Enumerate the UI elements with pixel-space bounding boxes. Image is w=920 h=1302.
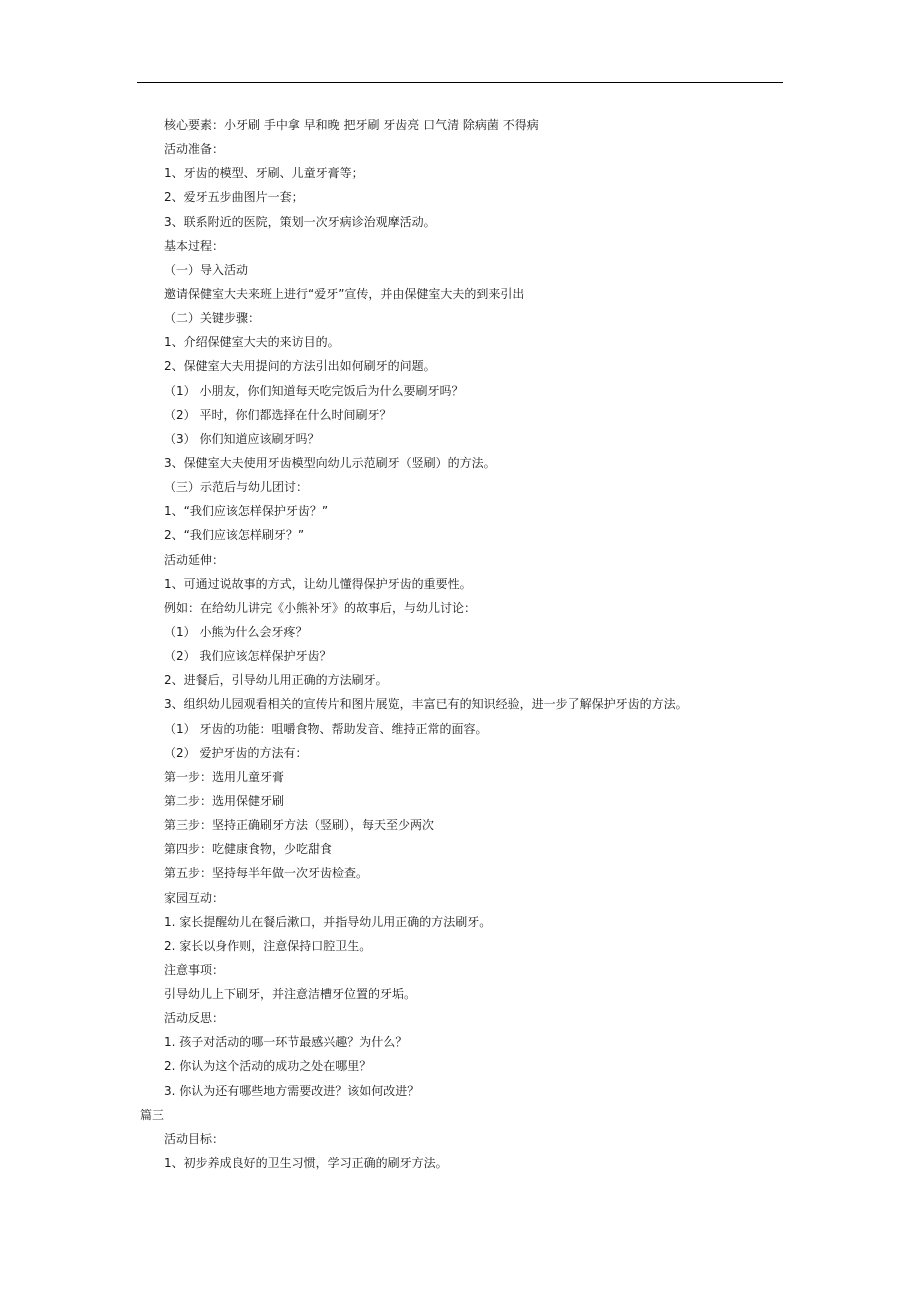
document-line: （2） 平时，你们都选择在什么时间刷牙？: [164, 407, 392, 422]
document-line: 第四步：吃健康食物，少吃甜食: [164, 842, 333, 857]
header-rule: [137, 82, 783, 83]
document-line: 2、爱牙五步曲图片一套；: [164, 190, 304, 205]
document-line: 2. 你认为这个活动的成功之处在哪里？: [164, 1059, 372, 1074]
document-line: 2、进餐后，引导幼儿用正确的方法刷牙。: [164, 673, 388, 688]
document-line: （3） 你们知道应该刷牙吗？: [164, 431, 320, 446]
document-line: 核心要素：小牙刷 手中拿 早和晚 把牙刷 牙齿亮 口气清 除病菌 不得病: [164, 118, 539, 132]
document-body: [0, 113, 920, 1175]
document-line: （1） 小朋友，你们知道每天吃完饭后为什么要刷牙吗？: [164, 383, 464, 398]
document-line: 第三步：坚持正确刷牙方法（竖刷），每天至少两次: [164, 818, 435, 833]
document-line: 活动准备：: [164, 142, 225, 157]
document-line: 2. 家长以身作则，注意保持口腔卫生。: [164, 938, 372, 953]
document-line: 1、可通过说故事的方式，让幼儿懂得保护牙齿的重要性。: [164, 576, 472, 591]
document-line: 邀请保健室大夫来班上进行“爱牙”宣传，并由保健室大夫的到来引出: [164, 286, 525, 301]
document-line: 3、联系附近的医院，策划一次牙病诊治观摩活动。: [164, 214, 436, 229]
document-line: 篇三: [140, 1107, 165, 1122]
document-line: 家园互动：: [164, 890, 225, 905]
document-line: 3、组织幼儿园观看相关的宣传片和图片展览，丰富已有的知识经验，进一步了解保护牙齿的方法。: [164, 697, 688, 712]
document-line: 注意事项：: [164, 962, 225, 977]
document-line: （1） 牙齿的功能：咀嚼食物、帮助发音、维持正常的面容。: [164, 721, 488, 736]
document-line: 活动延伸：: [164, 552, 225, 567]
document-line: 3、保健室大夫使用牙齿模型向幼儿示范刷牙（竖刷）的方法。: [164, 455, 496, 470]
document-line: （2） 我们应该怎样保护牙齿？: [164, 649, 332, 664]
document-line: 引导幼儿上下刷牙，并注意洁槽牙位置的牙垢。: [164, 987, 417, 1002]
document-line: （2） 爱护牙齿的方法有：: [164, 745, 308, 760]
document-line: 3. 你认为还有哪些地方需要改进？该如何改进？: [164, 1083, 420, 1098]
document-line: 第五步：坚持每半年做一次牙齿检查。: [164, 866, 369, 881]
document-line: 第二步：选用保健牙刷: [164, 793, 285, 808]
document-line: 1. 家长提醒幼儿在餐后漱口，并指导幼儿用正确的方法刷牙。: [164, 914, 492, 929]
document-line: （1） 小熊为什么会牙疼？: [164, 624, 308, 639]
document-line: 例如：在给幼儿讲完《小熊补牙》的故事后，与幼儿讨论：: [164, 600, 477, 615]
document-line: 1、介绍保健室大夫的来访目的。: [164, 335, 340, 350]
document-line: 1、牙齿的模型、牙刷、儿童牙膏等；: [164, 166, 364, 181]
document-line: 基本过程：: [164, 238, 225, 253]
document-line: （二）关键步骤：: [164, 311, 261, 326]
document-line: 第一步：选用儿童牙膏: [164, 769, 285, 784]
document-line: 1、初步养成良好的卫生习惯，学习正确的刷牙方法。: [164, 1156, 448, 1171]
document-line: （三）示范后与幼儿团讨：: [164, 480, 309, 495]
document-line: 1. 孩子对活动的哪一环节最感兴趣？为什么？: [164, 1035, 408, 1050]
document-line: 活动反思：: [164, 1011, 225, 1026]
document-line: （一）导入活动: [164, 262, 249, 277]
document-line: 活动目标：: [164, 1131, 225, 1146]
document-line: 2、“我们应该怎样刷牙？”: [164, 528, 305, 543]
document-line: 1、“我们应该怎样保护牙齿？”: [164, 504, 329, 519]
document-line: 2、保健室大夫用提问的方法引出如何刷牙的问题。: [164, 359, 436, 374]
